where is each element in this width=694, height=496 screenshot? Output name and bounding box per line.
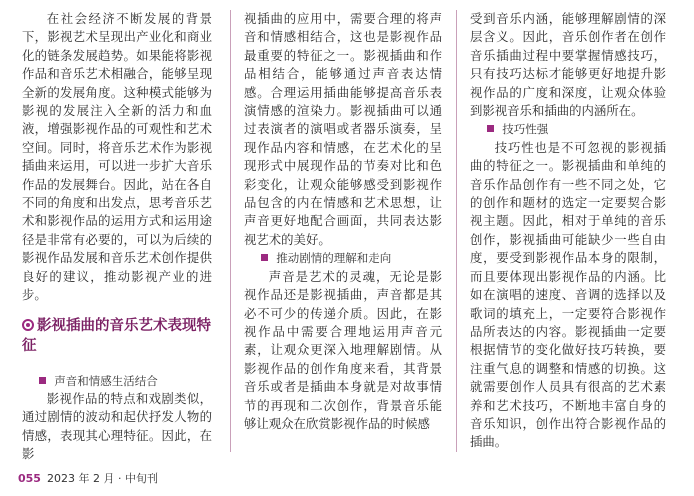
- square-bullet-icon: [487, 125, 494, 132]
- square-bullet-icon: [261, 254, 268, 261]
- column-divider: [456, 10, 457, 452]
- subheading-text: 声音和情感生活结合: [54, 374, 158, 388]
- section-bullet-icon: [22, 319, 34, 331]
- paragraph: 声音是艺术的灵魂，无论是影视作品还是影视插曲，声音都是其必不可少的传递介质。因此，在影视作品中需要合理地运用声音元素，让观众更深入地理解剧情。从影视作品的创作角度来看，其背景音乐或者是插曲本身就是对故事情节的再现和二次创作，背景音乐能够让观众在欣赏影视作品的时候感: [244, 268, 442, 431]
- paragraph: 受到音乐内涵，能够理解剧情的深层含义。因此，音乐创作者在创作音乐插曲过程中要掌握情感技巧，只有技巧达标才能够更好地提升影视作品的广度和深度，让观众体验到影视音乐和插曲的内涵所在。: [470, 11, 666, 119]
- page-number: 055: [18, 472, 41, 485]
- subheading-3: [470, 120, 666, 138]
- page-footer: [18, 470, 158, 486]
- paragraph: 影视作品的特点和戏剧类似，通过剧情的波动和起伏抒发人物的情感，表现其心理特征。因此，在影: [22, 391, 212, 462]
- column-divider: [230, 10, 231, 452]
- square-bullet-icon: [39, 377, 46, 384]
- column-1-continued: [22, 390, 212, 464]
- subheading-text: 推动剧情的理解和走向: [276, 251, 392, 266]
- section-heading: [22, 316, 222, 356]
- paragraph: 在社会经济不断发展的背景下，影视艺术呈现出产业化和商业化的链条发展趋势。如果能将影视作品和音乐艺术相融合，能够呈现全新的发展角度。这种模式能够为影视的发展注入全新的活力和血液，增强影视作品的可观性和艺术空间。同时，将音乐艺术作为影视插曲来运用，可以进一步扩大音乐作品的发展舞台。因此，站在各自不同的角度和出发点，思考音乐艺术和影视作品的运用方式和运用途径是非常有必要的，可以为后续的影视作品发展和音乐艺术创作提供良好的建议，推动影视产业的进步。: [22, 11, 212, 303]
- subheading-1: [22, 372, 229, 390]
- issue-info: 2023 年 2 月 · 中旬刊: [46, 472, 158, 485]
- section-title-text: 影视插曲的音乐艺术表现特征: [22, 318, 211, 354]
- paragraph: 技巧性也是不可忽视的影视插曲的特征之一。影视插曲和单纯的音乐作品创作有一些不同之处，它的创作和题材的选定一定要契合影视主题。因此，相对于单纯的音乐创作，影视插曲可能缺少一些自由度，要受到影视作品本身的限制，而且要体现出影视作品的内涵。比如在演唱的速度、音调的选择以及歌词的填充上，一定要符合影视作品所表达的内容。影视插曲一定要根据情节的变化做好技巧转换，要注重气息的调整和情感的切换。这就需要创作人员具有很高的艺术素养和艺术技巧，不断地丰富自身的音乐知识，创作出符合影视作品的插曲。: [470, 139, 666, 450]
- column-2: [244, 10, 442, 433]
- subheading-2: [244, 249, 442, 267]
- paragraph: 视插曲的应用中，需要合理的将声音和情感相结合，这也是影视作品最重要的特征之一。影视插曲和作品相结合，能够通过声音表达情感。合理运用插曲能够提高音乐表演情感的渲染力。影视插曲可以通过表演者的演唱或者器乐演奏，呈现作品内容和情感，在艺术化的呈现形式中展现作品的节奏对比和色彩变化，让观众能够感受到影视作品包含的内在情感和艺术思想，让声音更好地配合画面，共同表达影视艺术的美好。: [244, 11, 442, 247]
- subheading-text: 技巧性强: [502, 122, 549, 137]
- column-1: [22, 10, 212, 305]
- column-3: [470, 10, 666, 452]
